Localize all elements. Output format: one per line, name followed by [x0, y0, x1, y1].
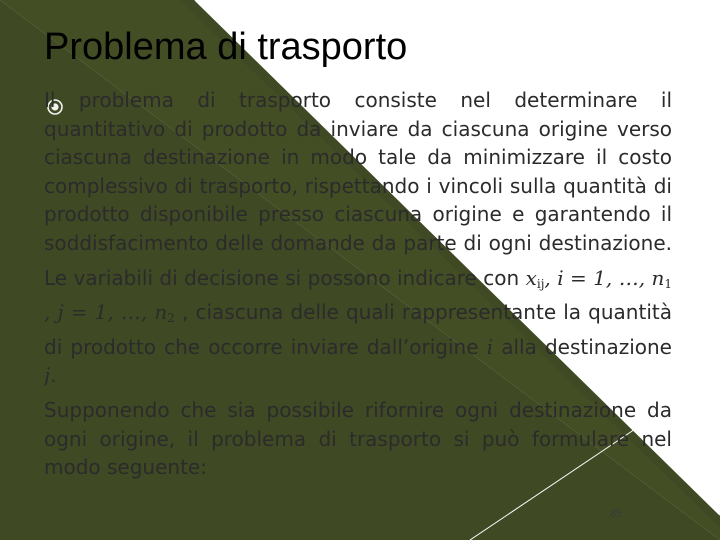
math-origin-i: i — [486, 334, 494, 359]
math-subscript-ij: ij — [536, 276, 545, 291]
page-number: 85 — [610, 508, 623, 520]
slide-title: Problema di trasporto — [44, 26, 408, 68]
math-range-j: , j = 1, …, n — [44, 300, 168, 325]
math-subscript-2: 2 — [167, 311, 175, 326]
math-variable-x: x — [525, 265, 537, 290]
math-range-i: , i = 1, …, n — [544, 265, 665, 290]
paragraph-variables: Le variabili di decisione si possono indicare con $x_{ij}$, i = 1, …, $n_1$ , j = 1, …, $n_2$ , ciascuna delle quali rappresentante la quantità di prodotto che occorre inviare dall’origine i alla destinazione j. — [44, 265, 672, 388]
math-destination-j: j — [44, 363, 51, 388]
math-subscript-1: 1 — [664, 276, 672, 291]
slide-body — [44, 86, 672, 518]
paragraph-formulation: Supponendo che sia possibile rifornire ogni destinazione da ogni origine, il problema di trasporto si può formulare nel modo seguente: — [44, 397, 672, 480]
paragraph-definition: Il problema di trasporto consiste nel determinare il quantitativo di prodotto da inviare da ciascuna origine verso ciascuna destinazione in modo tale da minimizzare il costo complessivo di trasporto, rispettando i vincoli sulla quantità di prodotto disponibile presso ciascuna origine e garantendo il soddisfacimento delle domande da parte di ogni destinazione. — [44, 88, 672, 255]
